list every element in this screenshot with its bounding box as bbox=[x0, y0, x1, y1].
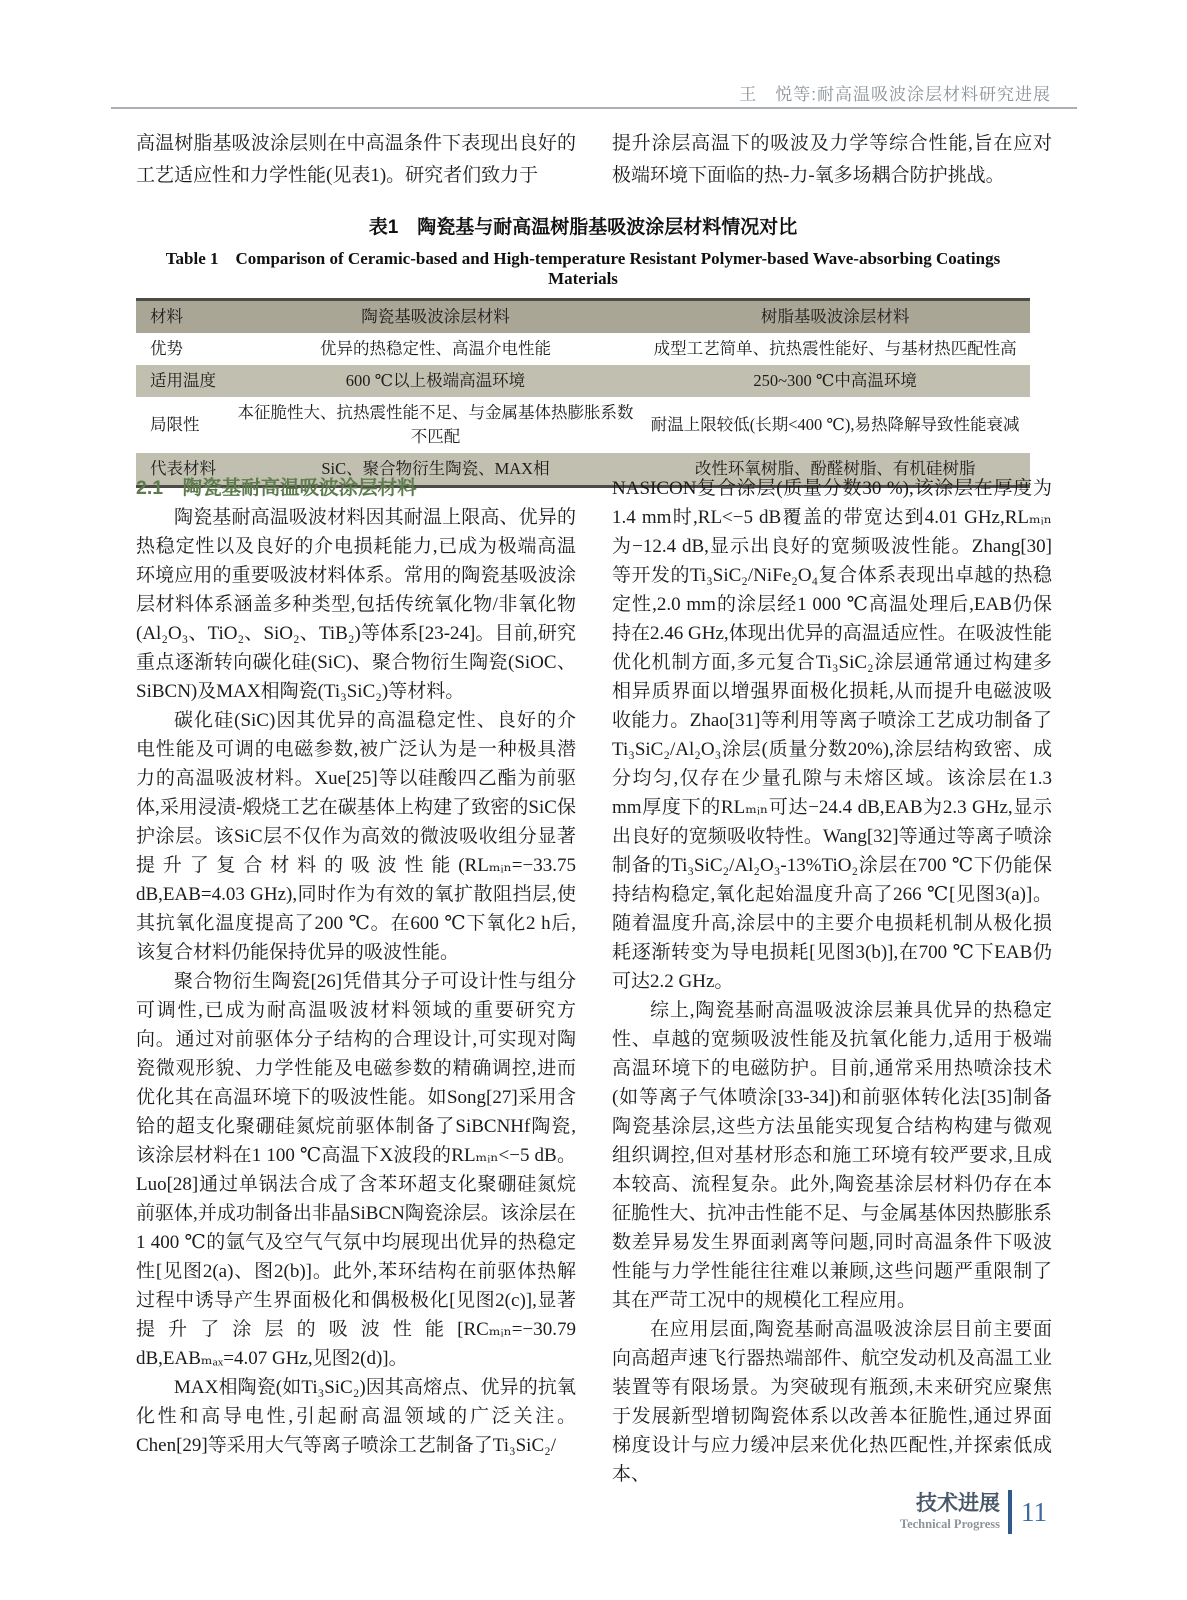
cell-ceramic: 本征脆性大、抗热震性能不足、与金属基体热膨胀系数不匹配 bbox=[237, 402, 634, 446]
row-label: 优势 bbox=[150, 338, 183, 358]
table1 bbox=[136, 298, 1030, 488]
footer-divider-bar bbox=[1008, 1490, 1012, 1534]
table1-title-zh: 表1 陶瓷基与耐高温树脂基吸波涂层材料情况对比 bbox=[368, 217, 798, 238]
table1-header-polymer: 树脂基吸波涂层材料 bbox=[760, 307, 910, 326]
intro-section bbox=[136, 128, 1052, 192]
table1-header-row bbox=[136, 300, 1030, 333]
row-label: 适用温度 bbox=[150, 370, 216, 390]
cell-ceramic: 优异的热稳定性、高温介电性能 bbox=[319, 338, 551, 358]
cell-polymer: 耐温上限较低(长期<400 ℃),易热降解导致性能衰减 bbox=[650, 414, 1020, 434]
body-paragraph: 在应用层面,陶瓷基耐高温吸波涂层目前主要面向高超声速飞行器热端部件、航空发动机及高温工业装置等有限场景。为突破现有瓶颈,未来研究应聚焦于发展新型增韧陶瓷体系以改善本征脆性,通过界面梯度设计与应力缓冲层来优化热匹配性,并探索低成本、 bbox=[612, 1319, 1052, 1485]
cell-polymer: 250~300 ℃中高温环境 bbox=[753, 370, 917, 390]
table-row bbox=[136, 365, 1030, 397]
table1-header-material: 材料 bbox=[150, 307, 183, 326]
running-header-title: 王 悦等:耐高温吸波涂层材料研究进展 bbox=[739, 85, 1051, 104]
intro-right-paragraph: 提升涂层高温下的吸波及力学等综合性能,旨在应对极端环境下面临的热-力-氧多场耦合防护挑战。 bbox=[612, 133, 1052, 186]
footer-section-en: Technical Progress bbox=[899, 1516, 1000, 1531]
cell-polymer: 改性环氧树脂、酚醛树脂、有机硅树脂 bbox=[694, 458, 976, 478]
footer-section-zh: 技术进展 bbox=[916, 1491, 1000, 1515]
cell-ceramic: 600 ℃以上极端高温环境 bbox=[345, 370, 526, 390]
right-column bbox=[612, 474, 1052, 1489]
cell-polymer: 成型工艺简单、抗热震性能好、与基材热匹配性高 bbox=[653, 338, 1017, 358]
left-column bbox=[136, 474, 576, 1489]
row-label: 局限性 bbox=[150, 414, 200, 434]
cell-ceramic: SiC、聚合物衍生陶瓷、MAX相 bbox=[321, 458, 550, 478]
table1-header-ceramic: 陶瓷基吸波涂层材料 bbox=[361, 307, 510, 326]
footer-section-labels bbox=[900, 1493, 1000, 1532]
page-number: 11 bbox=[1021, 1496, 1047, 1527]
table1-title-en: Table 1 Comparison of Ceramic-based and High-temperature Resistant Polymer-based Wave-absorbing Coatings Materials bbox=[165, 249, 1001, 288]
main-content bbox=[136, 474, 1052, 1489]
body-paragraph: 碳化硅(SiC)因其优异的高温稳定性、良好的介电性能及可调的电磁参数,被广泛认为是一种极具潜力的高温吸波材料。Xue[25]等以硅酸四乙酯为前驱体,采用浸渍-煅烧工艺在碳基体上构建了致密的SiC保护涂层。该SiC层不仅作为高效的微波吸收组分显著提升了复合材料的吸波性能(RLₘᵢₙ=−33.75 dB,EAB=4.03 GHz),同时作为有效的氧扩散阻挡层,使其抗氧化温度提高了200 ℃。在600 ℃下氧化2 h后,该复合材料仍能保持优异的吸波性能。 bbox=[136, 710, 576, 963]
table-row bbox=[136, 397, 1030, 453]
table-row bbox=[136, 333, 1030, 365]
row-label: 代表材料 bbox=[150, 458, 216, 478]
header-rule bbox=[111, 107, 1077, 109]
body-paragraph: 综上,陶瓷基耐高温吸波涂层兼具优异的热稳定性、卓越的宽频吸波性能及抗氧化能力,适用于极端高温环境下的电磁防护。目前,通常采用热喷涂技术(如等离子气体喷涂[33-34])和前驱体转化法[35]制备陶瓷基涂层,这些方法虽能实现复合结构构建与微观组织调控,但对基材形态和施工环境有较严要求,且成本较高、流程复杂。此外,陶瓷基涂层材料仍存在本征脆性大、抗冲击性能不足、与金属基体因热膨胀系数差异易发生界面剥离等问题,同时高温条件下吸波性能与力学性能往往难以兼顾,这些问题严重限制了其在严苛工况中的规模化工程应用。 bbox=[612, 1000, 1052, 1311]
section-heading-2-1: 2.1 陶瓷基耐高温吸波涂层材料 bbox=[136, 477, 417, 499]
body-paragraph: MAX相陶瓷(如Ti₃SiC₂)因其高熔点、优异的抗氧化性和高导电性,引起耐高温领域的广泛关注。Chen[29]等采用大气等离子喷涂工艺制备了Ti₃SiC₂/ bbox=[136, 1377, 576, 1456]
table1-block bbox=[136, 212, 1030, 488]
body-paragraph: 聚合物衍生陶瓷[26]凭借其分子可设计性与组分可调性,已成为耐高温吸波材料领域的重要研究方向。通过对前驱体分子结构的合理设计,可实现对陶瓷微观形貌、力学性能及电磁参数的精确调控,进而优化其在高温环境下的吸波性能。如Song[27]采用含铪的超支化聚硼硅氮烷前驱体制备了SiBCNHf陶瓷,该涂层材料在1 100 ℃高温下X波段的RLₘᵢₙ<−5 dB。Luo[28]通过单锅法合成了含苯环超支化聚硼硅氮烷前驱体,并成功制备出非晶SiBCN陶瓷涂层。该涂层在1 400 ℃的氩气及空气气氛中均展现出优异的热稳定性[见图2(a)、图2(b)]。此外,苯环结构在前驱体热解过程中诱导产生界面极化和偶极极化[见图2(c)],显著提升了涂层的吸波性能[RCₘᵢₙ=−30.79 dB,EABₘₐₓ=4.07 GHz,见图2(d)]。 bbox=[136, 971, 576, 1369]
body-paragraph: NASICON复合涂层(质量分数30 %),该涂层在厚度为1.4 mm时,RL<−5 dB覆盖的带宽达到4.01 GHz,RLₘᵢₙ为−12.4 dB,显示出良好的宽频吸波性能。Zhang[30]等开发的Ti₃SiC₂/NiFe₂O₄复合体系表现出卓越的热稳定性,2.0 mm的涂层经1 000 ℃高温处理后,EAB仍保持在2.46 GHz,体现出优异的高温适应性。在吸波性能优化机制方面,多元复合Ti₃SiC₂涂层通常通过构建多相异质界面以增强界面极化损耗,从而提升电磁波吸收能力。Zhao[31]等利用等离子喷涂工艺成功制备了Ti₃SiC₂/Al₂O₃涂层(质量分数20%),涂层结构致密、成分均匀,仅存在少量孔隙与未熔区域。该涂层在1.3 mm厚度下的RLₘᵢₙ可达−24.4 dB,EAB为2.3 GHz,显示出良好的宽频吸收特性。Wang[32]等通过等离子喷涂制备的Ti₃SiC₂/Al₂O₃-13%TiO₂涂层在700 ℃下仍能保持结构稳定,氧化起始温度升高了266 ℃[见图3(a)]。随着温度升高,涂层中的主要介电损耗机制从极化损耗逐渐转变为导电损耗[见图3(b)],在700 ℃下EAB仍可达2.2 GHz。 bbox=[612, 478, 1052, 992]
intro-left-paragraph: 高温树脂基吸波涂层则在中高温条件下表现出良好的工艺适应性和力学性能(见表1)。研究者们致力于 bbox=[136, 133, 576, 186]
page-footer bbox=[900, 1490, 1047, 1534]
body-paragraph: 陶瓷基耐高温吸波材料因其耐温上限高、优异的热稳定性以及良好的介电损耗能力,已成为极端高温环境应用的重要吸波材料体系。常用的陶瓷基吸波涂层材料体系涵盖多种类型,包括传统氧化物/非氧化物(Al₂O₃、TiO₂、SiO₂、TiB₂)等体系[23-24]。目前,研究重点逐渐转向碳化硅(SiC)、聚合物衍生陶瓷(SiOC、SiBCN)及MAX相陶瓷(Ti₃SiC₂)等材料。 bbox=[136, 507, 576, 702]
